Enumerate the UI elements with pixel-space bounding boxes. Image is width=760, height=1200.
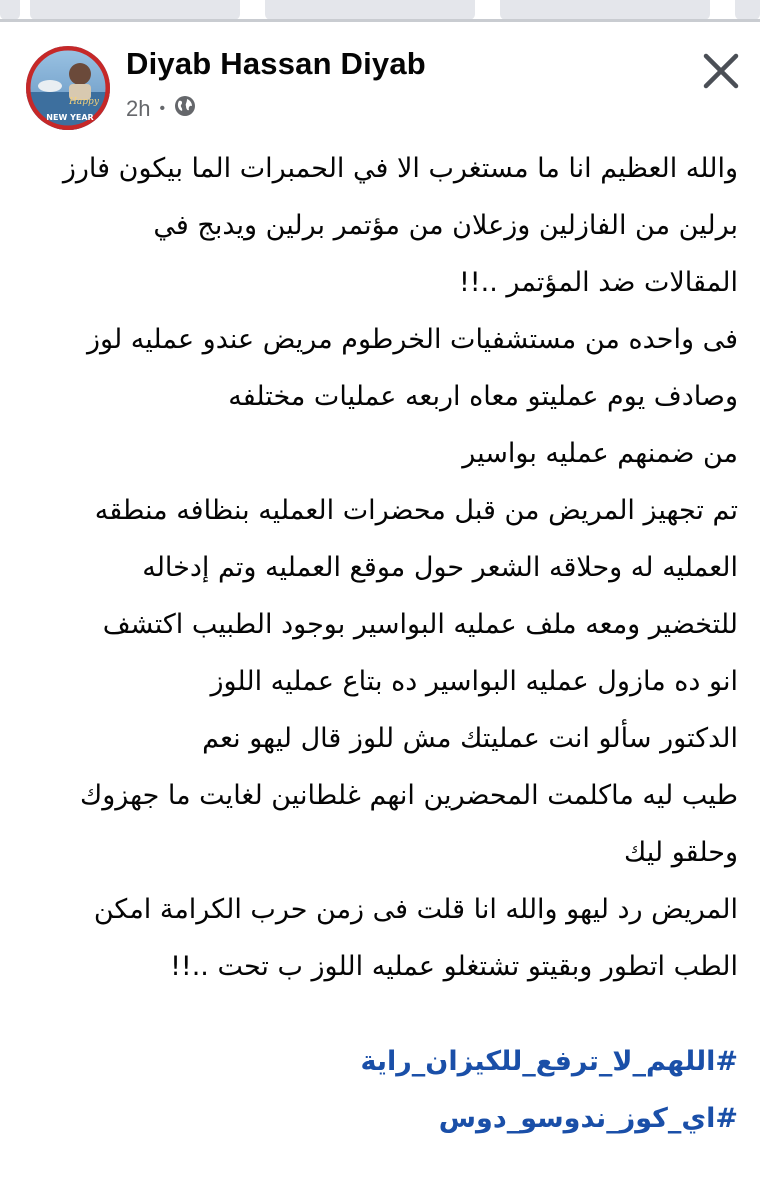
post-line: والله العظيم انا ما مستغرب الا في الحمبرات الما بيكون فارز bbox=[62, 153, 738, 184]
post-timestamp[interactable]: 2h bbox=[126, 96, 151, 121]
close-button[interactable] bbox=[696, 46, 746, 96]
meta-separator: • bbox=[159, 100, 166, 117]
post-header bbox=[0, 22, 760, 142]
post-line: برلين من الفازلين وزعلان من مؤتمر برلين ويدبج في bbox=[153, 210, 738, 241]
close-icon bbox=[696, 46, 746, 96]
paragraph-gap bbox=[26, 995, 738, 1033]
avatar-new-year-text: NEW YEAR bbox=[46, 113, 94, 122]
author-name[interactable]: Diyab Hassan Diyab bbox=[126, 46, 426, 81]
avatar-image bbox=[26, 46, 110, 130]
post-line: طيب ليه ماكلمت المحضرين انهم غلطانين لغايت ما جهزوك bbox=[79, 780, 738, 811]
hashtag-link[interactable]: #اي_كوز_ندوسو_دوس bbox=[438, 1103, 738, 1134]
post-line: الطب اتطور وبقيتو تشتغلو عمليه اللوز ب تحت ..!! bbox=[170, 951, 738, 982]
post-line: وصادف يوم عمليتو معاه اربعه عمليات مختلفه bbox=[228, 381, 738, 412]
post-line: المقالات ضد المؤتمر ..!! bbox=[458, 267, 738, 298]
post-meta bbox=[126, 95, 196, 123]
post-line: المريض رد ليهو والله انا قلت فى زمن حرب الكرامة امكن bbox=[93, 894, 738, 925]
post-line: وحلقو ليك bbox=[624, 837, 738, 868]
avatar[interactable] bbox=[26, 46, 110, 130]
post-line: من ضمنهم عمليه بواسير bbox=[462, 438, 738, 469]
post-line: انو ده مازول عمليه البواسير ده بتاع عمليه اللوز bbox=[210, 666, 738, 697]
previous-post-edge bbox=[0, 0, 760, 20]
post-line: تم تجهيز المريض من قبل محضرات العمليه بنظافه منطقه bbox=[94, 495, 738, 526]
avatar-happy-text: Happy bbox=[69, 97, 99, 107]
globe-icon[interactable] bbox=[174, 95, 196, 123]
post-text bbox=[26, 140, 738, 1147]
hashtag-link[interactable]: #اللهم_لا_ترفع_للكيزان_راية bbox=[360, 1046, 738, 1077]
post-line: العمليه له وحلاقه الشعر حول موقع العمليه وتم إدخاله bbox=[142, 552, 738, 583]
post-line: فى واحده من مستشفيات الخرطوم مريض عندو عمليه لوز bbox=[87, 324, 738, 355]
post-line: الدكتور سألو انت عمليتك مش للوز قال ليهو نعم bbox=[202, 723, 738, 754]
post-line: للتخضير ومعه ملف عمليه البواسير بوجود الطبيب اكتشف bbox=[102, 609, 738, 640]
